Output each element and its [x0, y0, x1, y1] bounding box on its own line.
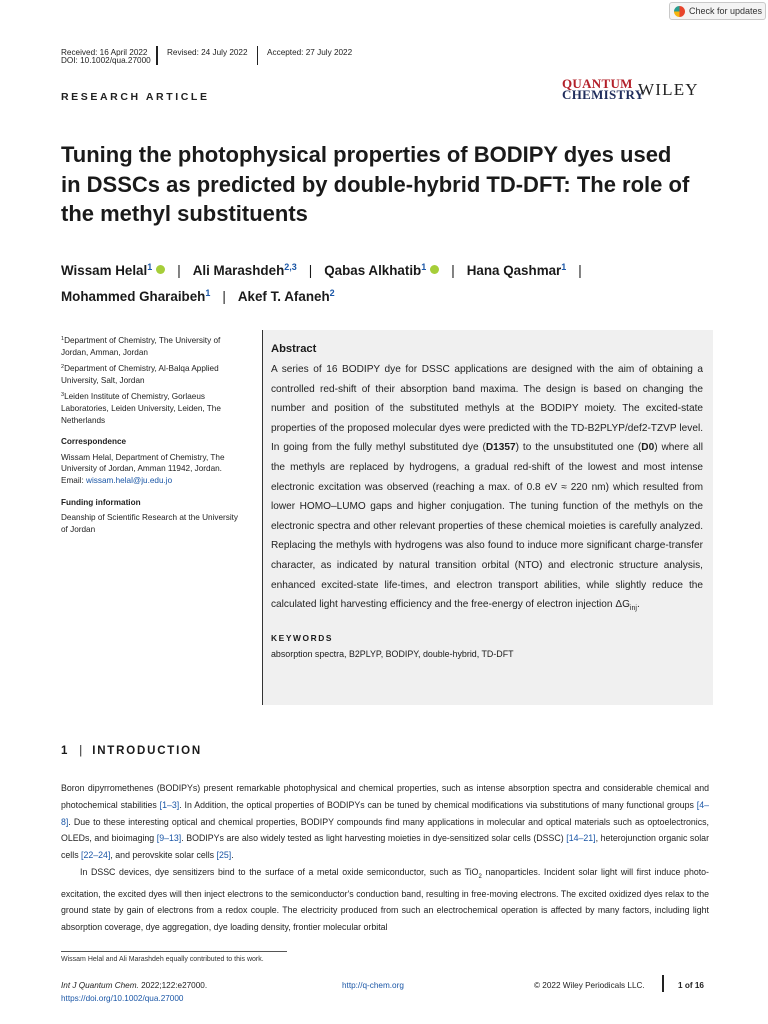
- abstract-heading: Abstract: [271, 343, 317, 355]
- citation-link[interactable]: [14–21]: [566, 833, 596, 844]
- author-name: Ali Marashdeh: [192, 263, 285, 278]
- citation-link[interactable]: [22–24]: [81, 850, 111, 861]
- affiliation-marker: 2,3: [284, 262, 297, 272]
- affiliation-item: $^3$Leiden Institute of Chemistry, Gorlaeus Laboratories, Leiden University, Leiden, The Netherlands: [61, 392, 221, 425]
- funding-heading: Funding information: [61, 497, 141, 507]
- author-separator: |: [578, 263, 582, 278]
- citation-link[interactable]: [4–8]: [61, 799, 710, 827]
- author-name: Akef T. Afaneh: [237, 289, 330, 304]
- author-separator: |: [451, 263, 455, 278]
- orcid-icon[interactable]: [156, 265, 165, 274]
- doi-text: DOI: 10.1002/qua.27000: [61, 56, 151, 65]
- correspondence-text: Wissam Helal, Department of Chemistry, The University of Jordan, Amman 11942, Jordan. Email: wissam.helal@ju.edu.jo: [61, 452, 225, 485]
- dye-code: D0: [641, 442, 655, 454]
- divider: [662, 975, 664, 992]
- citation-link[interactable]: [9–13]: [156, 833, 182, 844]
- citation-link[interactable]: [25]: [216, 850, 232, 861]
- check-for-updates-label: Check for updates: [689, 6, 763, 16]
- affiliation-marker: 1: [421, 262, 427, 272]
- affiliation-marker: 1: [561, 262, 567, 272]
- author-separator: |: [222, 289, 226, 304]
- copyright: © 2022 Wiley Periodicals LLC.: [534, 981, 645, 990]
- email-link[interactable]: wissam.helal@ju.edu.jo: [86, 475, 173, 485]
- introduction-body: [61, 780, 709, 936]
- abstract-box: [263, 330, 713, 705]
- affiliation-item: $^1$Department of Chemistry, The University of Jordan, Amman, Jordan: [61, 336, 221, 357]
- paragraph: In DSSC devices, dye sensitizers bind to the surface of a metal oxide semiconductor, such as TiO$_2$ nanoparticles. Incident solar light will first induce photo-excitation, the excited dyes will then inject electrons to the semiconductor's conduction band, resulting in free-moving electrons. The excited oxidized dyes relax to the ground state by gain of electrons from a redox couple. The electricity produced from such an electrochemical operation is affected by many factors, including light absorption coverage, dye aggregation, dye loading density, frontier molecular orbital: [61, 866, 709, 933]
- journal-site-link[interactable]: http://q-chem.org: [342, 981, 404, 990]
- funding-text: Deanship of Scientific Research at the University of Jordan: [61, 513, 239, 534]
- author-separator: |: [308, 263, 313, 278]
- accepted-date: Accepted: 27 July 2022: [267, 48, 353, 57]
- dye-code: D1357: [485, 442, 516, 454]
- correspondence-heading: Correspondence: [61, 437, 127, 447]
- author-list: [61, 256, 711, 308]
- article-title: Tuning the photophysical properties of BODIPY dyes used in DSSCs as predicted by double-hybrid TD-DFT: The role of the methyl substituents: [61, 142, 690, 226]
- section-heading-introduction: 1 | INTRODUCTION: [61, 745, 202, 757]
- journal-logo: [562, 76, 645, 102]
- citation-link[interactable]: [1–3]: [159, 799, 180, 810]
- author-name: Wissam Helal: [61, 263, 148, 278]
- orcid-icon[interactable]: [430, 265, 439, 274]
- journal-logo-line2: CHEMISTRY: [562, 87, 645, 102]
- affiliation-list: [61, 334, 246, 426]
- abstract-text: A series of 16 BODIPY dye for DSSC applications are designed with the aim of obtaining a controlled red-shift of their absorption band maxima. The design is based on changing the number and position of the substituted methyls at the BODIPY moiety. The excited-state properties of the proposed molecular dyes were predicted with the TD-B2PLYP/def2-TZVP level. In going from the fully methyl substituted dye (D1357) to the unsubstituted one (D0) where all the methyls are replaced by hydrogens, a gradual red-shift of the lowest and most intense electronic excitation was observed (reaching a max. of 0.8 eV ≈ 220 nm) which resulted from lower HOMO–LUMO gaps and higher conjugation. The tuning function of the methyls on the electronic spectra and other relevant properties of these chemical moieties is carefully analyzed. Replacing the methyls with hydrogens was also found to induce more significant charge-transfer character, as indicated by natural transition orbital (NTO) and electronic structure analysis, enhanced excited-state life-times, and electron transport abilities, while slightly reduce the calculated light harvesting efficiency and the free-energy of electron injection $\Delta G_{inj}$.: [271, 364, 704, 613]
- affiliation-marker: 2: [329, 288, 335, 298]
- author-separator: |: [177, 263, 181, 278]
- doi-link[interactable]: https://doi.org/10.1002/qua.27000: [61, 994, 184, 1003]
- affiliation-column: [61, 334, 246, 539]
- author-name: Mohammed Gharaibeh: [61, 289, 206, 304]
- affiliation-marker: 1: [147, 262, 153, 272]
- keywords-heading: KEYWORDS: [271, 632, 334, 643]
- author-name: Hana Qashmar: [466, 263, 562, 278]
- journal-logo-line1: QUANTUM: [562, 76, 633, 91]
- check-for-updates-button[interactable]: [669, 2, 766, 20]
- received-date: Received: 16 April 2022: [61, 48, 148, 57]
- citation: Int J Quantum Chem. 2022;122:e27000.: [61, 981, 208, 990]
- revised-date: Revised: 24 July 2022: [166, 48, 248, 57]
- page-number: 1 of 16: [678, 981, 704, 990]
- crossmark-icon: [674, 6, 685, 17]
- footnote: Wissam Helal and Ali Marashdeh equally contributed to this work.: [61, 956, 264, 963]
- keywords-text: absorption spectra, B2PLYP, BODIPY, double-hybrid, TD-DFT: [271, 648, 514, 659]
- footnote-rule: [61, 951, 287, 952]
- author-name: Qabas Alkhatib: [324, 263, 422, 278]
- section-label: RESEARCH ARTICLE: [61, 91, 210, 103]
- paragraph: Boron dipyrromethenes (BODIPYs) present remarkable photophysical and chemical properties, such as intense absorption spectra and considerable chemical and photochemical stabilities [1–3]. In Addition, the optical properties of BODIPYs can be tuned by chemical modifications via substitutions of many functional groups [4–8]. Due to these interesting optical and chemical properties, BODIPY compounds find many applications in molecular and optical materials such as optoelectronics, OLEDs, and bioimaging [9–13]. BODIPYs are also widely tested as light harvesting moieties in dye-sensitized solar cells (DSSC) [14–21], heterojunction organic solar cells [22–24], and perovskite solar cells [25].: [61, 783, 710, 861]
- affiliation-item: $^2$Department of Chemistry, Al-Balqa Applied University, Salt, Jordan: [61, 364, 219, 385]
- affiliation-marker: 1: [205, 288, 211, 298]
- publisher-logo: WILEY: [638, 80, 699, 99]
